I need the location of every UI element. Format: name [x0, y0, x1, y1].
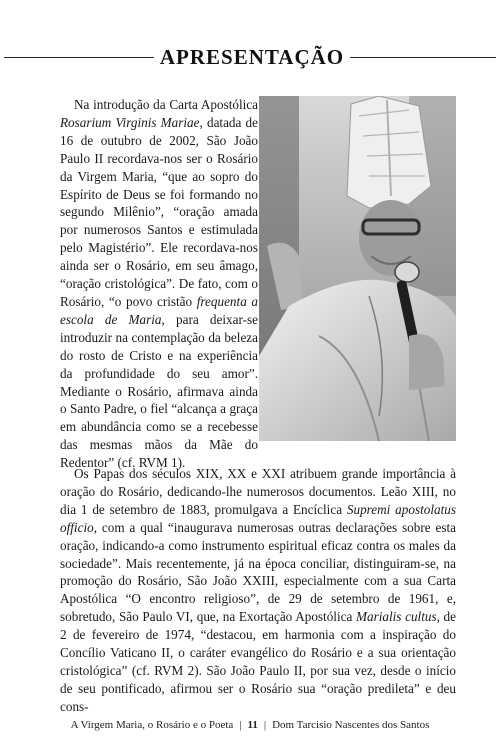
intro-text-1: Na introdução da Carta Apostólica	[74, 97, 258, 112]
body-paragraph	[60, 465, 456, 716]
page-number: 11	[247, 719, 258, 731]
header-rule-right	[350, 57, 496, 58]
intro-text-2: , datada de 16 de outubro de 2002, São João Paulo II recordava-nos ser o Rosário da Virgem Maria, “que ao sopro do Espírito de Deus se foi formando no segundo Milênio”, “oração amada por numerosos Santos e estimulada pelo Magistério”. Ele recordava-nos ainda ser o Rosário, em seu âmago, “oração cristológica”. De fato, com o Rosário, “o povo cristão	[60, 114, 259, 309]
body-italic-1: Supremi apostolatus officio	[60, 501, 456, 535]
footer-separator-1: |	[239, 719, 242, 731]
bishop-photo	[259, 96, 456, 441]
intro-italic-1: Rosarium Virginis Mariae	[60, 114, 200, 130]
intro-paragraph	[60, 96, 258, 472]
chapter-title: APRESENTAÇÃO	[159, 45, 345, 69]
header-rule-left	[4, 57, 154, 58]
body-italic-2: Marialis cultus	[356, 609, 437, 625]
body-text-2: , com a qual “inaugurava numerosas outras declarações sobre esta oração, indicando-a como instrumento espiritual eficaz contra os males da sociedade”. Mais recentemente, já na época conciliar, distinguiram-se, na promoção do Rosário, São João XXIII, especialmente com a sua Carta Apostólica “O encontro religioso”, de 29 de setembro de 1961, e, sobretudo, São Paulo VI, que, na Exortação Apostólica	[60, 519, 456, 625]
footer-author: Dom Tarcisio Nascentes dos Santos	[272, 719, 430, 731]
chapter-header	[0, 40, 500, 76]
intro-text-3: , para deixar-se introduzir na contemplação da beleza do rosto de Cristo e na experiência da profundidade do seu amor”. Mediante o Rosário, afirmava ainda o Santo Padre, o fiel “alcança a graça em abundância como se a recebesse das mesmas mãos da Mãe do Redentor” (cf. RVM 1).	[60, 311, 258, 471]
bishop-portrait-icon	[259, 96, 456, 441]
footer-separator-2: |	[263, 719, 267, 731]
intro-italic-2: frequenta a escola de Maria	[60, 293, 258, 327]
body-text-3: , de 2 de fevereiro de 1974, “destacou, em harmonia com a inspiração do Concílio Vaticano II, o caráter evangélico do Rosário e a sua orientação cristológica” (cf. RVM 2). São João Paulo II, por sua vez, desde o início de seu pontificado, afirmou ser o Rosário sua “oração predileta” e deu cons-	[60, 609, 456, 714]
body-text-1: Os Papas dos séculos XIX, XX e XXI atribuem grande importância à oração do Rosário, dedicando-lhe numerosos documentos. Leão XIII, no dia 1 de setembro de 1883, promulgava a Encíclica	[60, 466, 456, 517]
page-footer	[0, 719, 500, 731]
footer-book-title: A Virgem Maria, o Rosário e o Poeta	[70, 719, 234, 731]
